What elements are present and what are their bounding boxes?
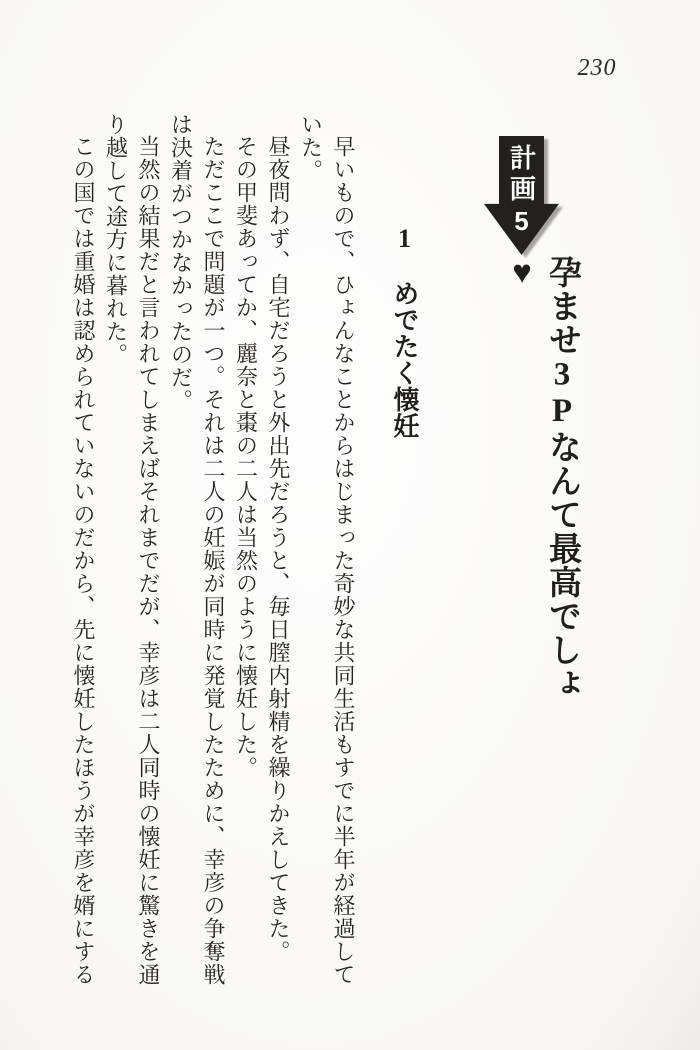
- chapter-banner-label: 計画5: [506, 144, 537, 241]
- body-text: [57, 113, 359, 993]
- chapter-banner: [484, 136, 559, 255]
- body-paragraph: この国では重婚は認められていないのだから、先に懐妊したほうが幸彦を婿にする: [71, 135, 96, 986]
- body-paragraph: 当然の結果だと言われてしまえばそれまでだが、幸彦は二人同時の懐妊に驚きを通り越して途方に暮れた。: [103, 113, 161, 986]
- chapter-title: 孕ませ3Pなんて最高でしょ♥: [504, 255, 580, 701]
- body-paragraph: 昼夜問わず、自宅だろうと外出先だろうと、毎日膣内射精を繰りかえしてきた。: [266, 135, 291, 963]
- body-paragraph: 早いもので、ひょんなことからはじまった奇妙な共同生活もすでに半年が経過していた。: [298, 113, 356, 986]
- page-number: 230: [577, 55, 617, 81]
- body-paragraph: ただここで問題が一つ。それは二人の妊娠が同時に発覚したために、幸彦の争奪戦は決着がつかなかったのだ。: [168, 113, 226, 986]
- section-heading: 1 めでたく懐妊: [390, 224, 419, 439]
- body-paragraph: その甲斐あってか、麗奈と棗の二人は当然のように懐妊した。: [233, 135, 259, 779]
